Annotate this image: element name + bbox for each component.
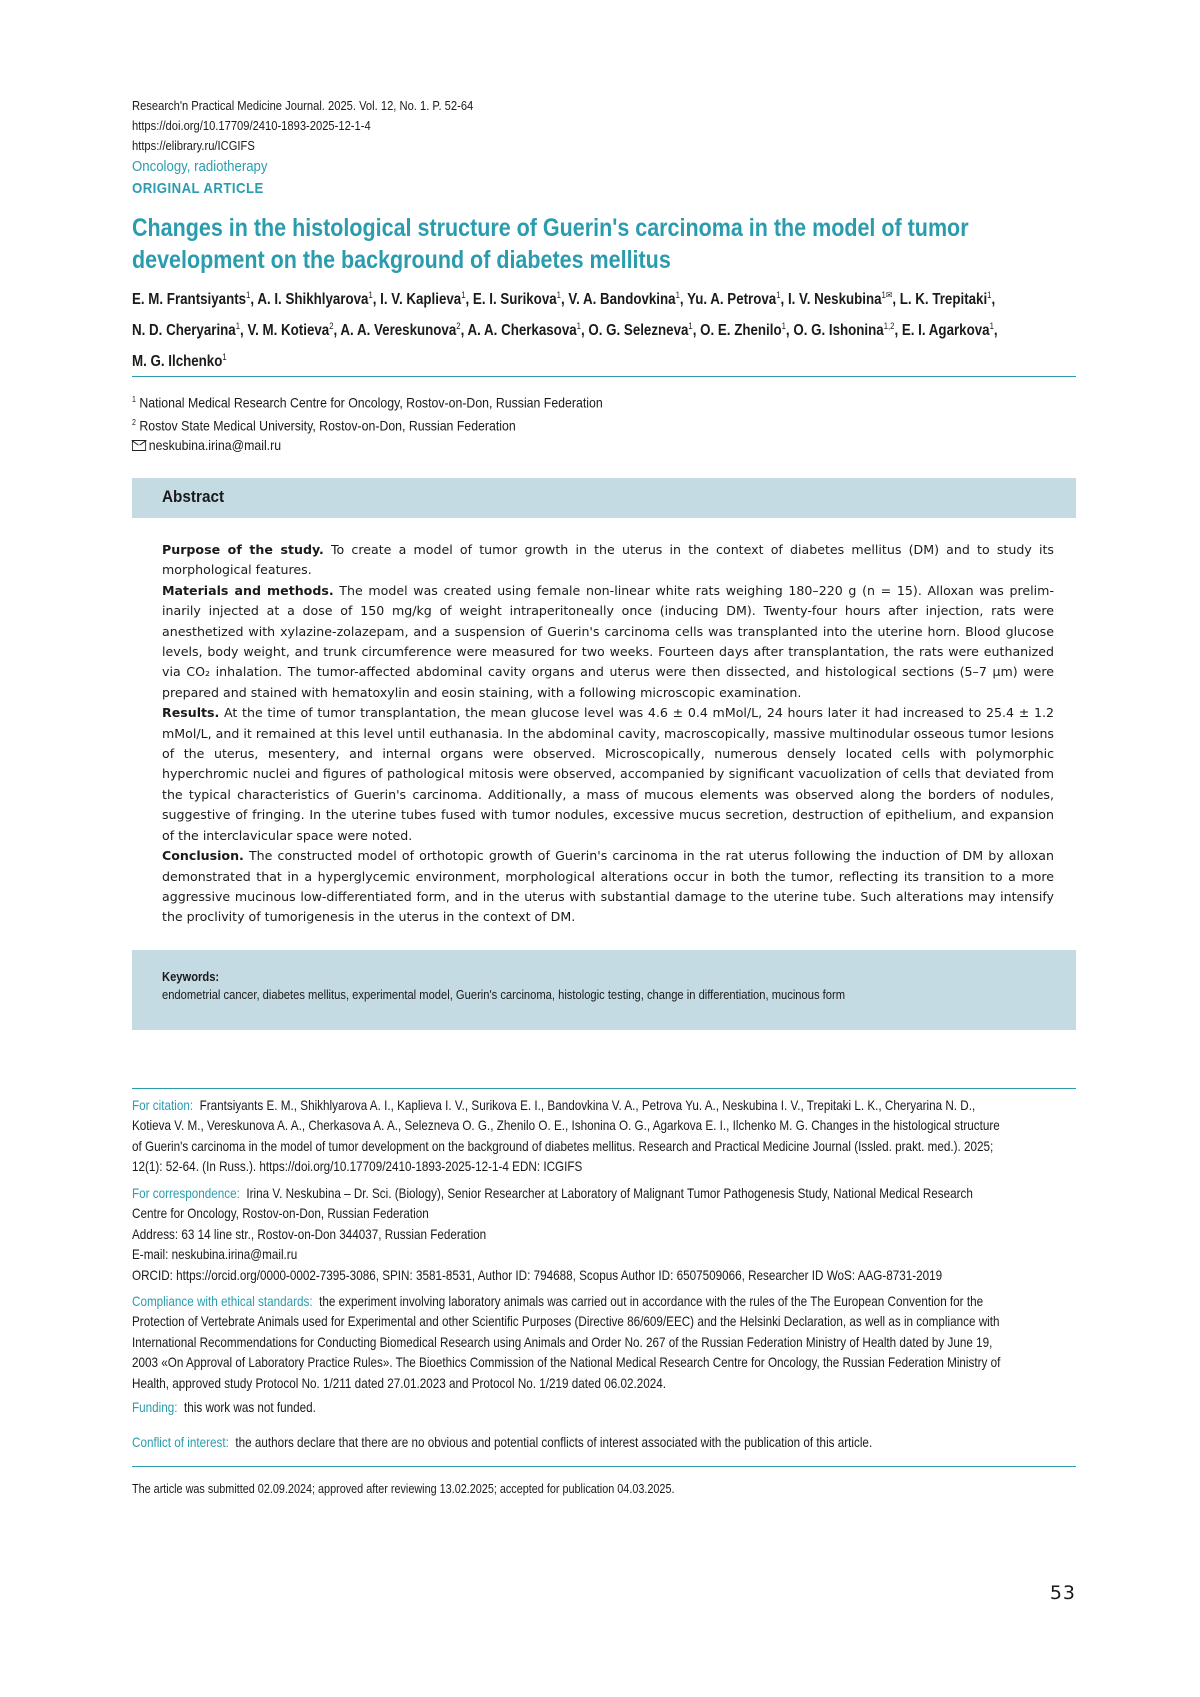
journal-line: Research'n Practical Medicine Journal. 2025. Vol. 12, No. 1. P. 52-64 — [132, 98, 474, 113]
author-affiliation-mark: 1 — [675, 290, 680, 300]
author-affiliation-mark: 1 — [368, 290, 373, 300]
abstract-conclusion: Conclusion. The constructed model of orthotopic growth of Guerin's carcinoma in the rat uterus following the induction of DM by alloxan demonstrated that in a hyperglycemic environment, morphological alterations occur in both the tumor, reflecting its transition to a more aggressive mucinous low-differentiated form, and in the uterus with substantial damage to the uterine tube. Such alterations may intensify the proclivity of tumorigenesis in the uterus in the context of DM. — [162, 848, 1054, 925]
author-affiliation-mark: 1,2 — [883, 321, 895, 332]
author-name: V. M. Kotieva$^2$ — [247, 321, 334, 340]
author-affiliation-mark: 1✉ — [881, 290, 893, 300]
compliance-block — [132, 1292, 1001, 1394]
author-affiliation-mark: 1 — [576, 321, 581, 332]
author-affiliation-mark: 1 — [989, 321, 994, 332]
elibrary-link[interactable]: https://elibrary.ru/ICGIFS — [132, 138, 255, 153]
author-name: L. K. Trepitaki$^1$ — [899, 290, 992, 309]
correspondence-block — [132, 1184, 1001, 1286]
author-name: N. D. Cheryarina$^1$ — [132, 321, 241, 340]
divider — [132, 376, 1076, 377]
author-name: E. I. Agarkova$^1$ — [901, 321, 994, 340]
author-affiliation-mark: 1 — [987, 290, 992, 300]
author-list: E. M. Frantsiyants$^1$, A. I. Shikhlyarova$^1$, I. V. Kaplieva$^1$, E. I. Surikova$^1$, V. A. Bandovkina$^1$, Yu. A. Petrova$^1$, I. V. Neskubina$^{1✉}$, L. K. Trepitaki$^1$, N. D. Cheryarina$^1$, V. M. Kotieva$^2$, A. A. Vereskunova$^2$, A. A. Cherkasova$^1$, O. G. Selezneva$^1$, O. E. Zhenilo$^1$, O. G. Ishonina$^{1,2}$, E. I. Agarkova$^1$, M. G. Ilchenko$^1$ — [132, 290, 998, 371]
citation-text: Frantsiyants E. M., Shikhlyarova A. I., Kaplieva I. V., Surikova E. I., Bandovkina V. A., Petrova Yu. A., Neskubina I. V., Trepitaki L. K., Cheryarina N. D., Kotieva V. M., Vereskunova A. A., Cherkasova A. A., Selezneva O. G., Zhenilo O. E., Ishonina O. G., Agarkova E. I., Ilchenko M. G. Changes in the histological structure of Guerin's carcinoma in the model of tumor development on the background of diabetes mellitus. Research and Practical Medicine Journal (Issled. prakt. med.). 2025; 12(1): 52-64. (In Russ.). https://doi.org/10.17709/2410-1893-2025-12-1-4 EDN: ICGIFS — [132, 1098, 1000, 1175]
author-name: O. G. Selezneva$^1$ — [588, 321, 693, 340]
author-name: A. I. Shikhlyarova$^1$ — [257, 290, 373, 309]
section-tag: Oncology, radiotherapy — [132, 158, 268, 175]
conflict-label: Conflict of interest: — [132, 1435, 229, 1450]
doi-link[interactable]: https://doi.org/10.17709/2410-1893-2025-12-1-4 — [132, 118, 371, 133]
conflict-text: the authors declare that there are no obvious and potential conflicts of interest associated with the publication of this article. — [235, 1435, 873, 1450]
author-name: A. A. Vereskunova$^2$ — [340, 321, 461, 340]
author-affiliation-mark: 1 — [235, 321, 241, 332]
journal-header — [132, 96, 529, 200]
divider — [132, 1466, 1076, 1467]
author-affiliation-mark: 1 — [776, 290, 781, 300]
author-name: E. I. Surikova$^1$ — [472, 290, 561, 309]
author-affiliation-mark: 2 — [456, 321, 461, 332]
keywords-label: Keywords: — [162, 969, 220, 984]
author-name: Yu. A. Petrova$^1$ — [687, 290, 781, 309]
keywords-panel — [132, 950, 1076, 1030]
keywords-text: endometrial cancer, diabetes mellitus, experimental model, Guerin's carcinoma, histologic testing, change in differentiation, mucinous form — [162, 987, 846, 1002]
article-title: Changes in the histological structure of Guerin's carcinoma in the model of tumor development on the background of diabetes mellitus — [132, 214, 969, 274]
submission-dates: The article was submitted 02.09.2024; approved after reviewing 13.02.2025; accepted for publication 04.03.2025. — [132, 1482, 675, 1496]
author-name: O. G. Ishonina$^{1,2}$ — [793, 321, 895, 340]
funding-label: Funding: — [132, 1400, 178, 1415]
author-name: I. V. Neskubina$^{1✉}$ — [787, 290, 893, 309]
author-affiliation-mark: 2 — [329, 321, 334, 332]
abstract-purpose: Purpose of the study. To create a model of tumor growth in the uterus in the context of diabetes mellitus (DM) and to study its morphological features. — [162, 542, 1054, 578]
correspondence-address: Address: 63 14 line str., Rostov-on-Don 344037, Russian Federation — [132, 1226, 487, 1242]
author-name: V. A. Bandovkina$^1$ — [568, 290, 680, 309]
abstract-results: Results. At the time of tumor transplantation, the mean glucose level was 4.6 ± 0.4 mMol/L, 24 hours later it had increased to 25.4 ± 1.2 mMol/L, and it remained at this level until euthanasia. In the abdominal cavity, macroscopically, massive multinodular osseous tumor lesions of the uterus, mesentery, and internal organs were observed. Microscopically, numerous densely located cells with polymorphic hyperchromic nuclei and figures of pathological mitosis were observed, accompanied by significant vacuolization of cells that deviated from the typical characteristics of Guerin's carcinoma. Additionally, a mass of mucous elements was observed along the borders of nodules, suggestive of fringing. In the uterine tubes fused with tumor nodules, excessive mucus secretion, destruction of epithelium, and expansion of the interclavicular space were noted. — [162, 705, 1054, 843]
divider — [132, 1088, 1076, 1089]
author-affiliation-mark: 1 — [688, 321, 693, 332]
article-page — [132, 0, 1076, 1697]
correspondence-label: For correspondence: — [132, 1186, 240, 1201]
compliance-label: Compliance with ethical standards: — [132, 1294, 313, 1309]
author-affiliation-mark: 1 — [461, 290, 466, 300]
envelope-icon — [132, 440, 146, 451]
abstract-header-bar — [132, 478, 1076, 518]
funding-block — [132, 1398, 1001, 1418]
funding-text: this work was not funded. — [184, 1400, 316, 1415]
author-name: O. E. Zhenilo$^1$ — [700, 321, 786, 340]
author-name: M. G. Ilchenko$^1$ — [132, 352, 227, 371]
abstract-methods: Materials and methods. The model was created using female non-linear white rats weighing 180–220 g (n = 15). Alloxan was preliminarily injected at a dose of 150 mg/kg of weight intraperitoneally once (inducing DM). Twenty-four hours after injection, rats were anesthetized with xylazine-zolazepam, and a suspension of Guerin's carcinoma cells was transplanted into the uterine horn. Blood glucose levels, body weight, and trunk circumference were measured for two weeks. Fourteen days after transplantation, the rats were euthanized via CO₂ inhalation. The tumor-affected abdominal cavity organs and uterus were then dissected, and histological sections (5–7 μm) were prepared and stained with hematoxylin and eosin staining, with a following microscopic examination. — [162, 582, 1054, 700]
author-name: E. M. Frantsiyants$^1$ — [132, 290, 251, 309]
abstract-heading: Abstract — [162, 487, 225, 506]
author-affiliation-mark: 1 — [246, 290, 251, 300]
author-affiliation-mark: 1 — [222, 352, 227, 363]
contact-email[interactable]: neskubina.irina@mail.ru — [132, 435, 603, 455]
author-affiliation-mark: 1 — [556, 290, 561, 300]
author-name: A. A. Cherkasova$^1$ — [467, 321, 581, 340]
abstract-body — [162, 540, 1054, 928]
correspondence-orcid: ORCID: https://orcid.org/0000-0002-7395-3086, SPIN: 3581-8531, Author ID: 794688, Scopus Author ID: 6507509066, Researcher ID WoS: AAG-8731-2019 — [132, 1267, 943, 1283]
correspondence-text: Irina V. Neskubina – Dr. Sci. (Biology), Senior Researcher at Laboratory of Malignant Tumor Pathogenesis Study, National Medical Research Centre for Oncology, Rostov-on-Don, Russian Federation — [132, 1186, 973, 1222]
compliance-text: the experiment involving laboratory animals was carried out in accordance with the rules of the The European Convention for the Protection of Vertebrate Animals used for Experimental and other Scientific Purposes (Directive 86/609/EEC) and the Helsinki Declaration, as well as in compliance with International Recommendations for Conducting Biomedical Research using Animals and Order No. 267 of the Russian Federation Ministry of Health dated by June 19, 2003 «On Approval of Laboratory Practice Rules». The Bioethics Commission of the National Medical Research Centre for Oncology, the Russian Federation Ministry of Health, approved study Protocol No. 1/211 dated 27.01.2023 and Protocol No. 1/219 dated 06.02.2024. — [132, 1294, 1001, 1391]
affiliation-2: $^2$ Rostov State Medical University, Rostov-on-Don, Russian Federation — [132, 417, 516, 434]
page-number: 53 — [1049, 1582, 1076, 1604]
affiliations — [132, 390, 603, 455]
correspondence-email[interactable]: E-mail: neskubina.irina@mail.ru — [132, 1247, 298, 1263]
citation-block — [132, 1096, 1001, 1178]
article-type: ORIGINAL ARTICLE — [132, 180, 264, 197]
conflict-block — [132, 1433, 1001, 1453]
affiliation-1: $^1$ National Medical Research Centre for Oncology, Rostov-on-Don, Russian Federation — [132, 394, 603, 411]
citation-label: For citation: — [132, 1098, 194, 1113]
author-name: I. V. Kaplieva$^1$ — [380, 290, 466, 309]
author-affiliation-mark: 1 — [781, 321, 786, 332]
